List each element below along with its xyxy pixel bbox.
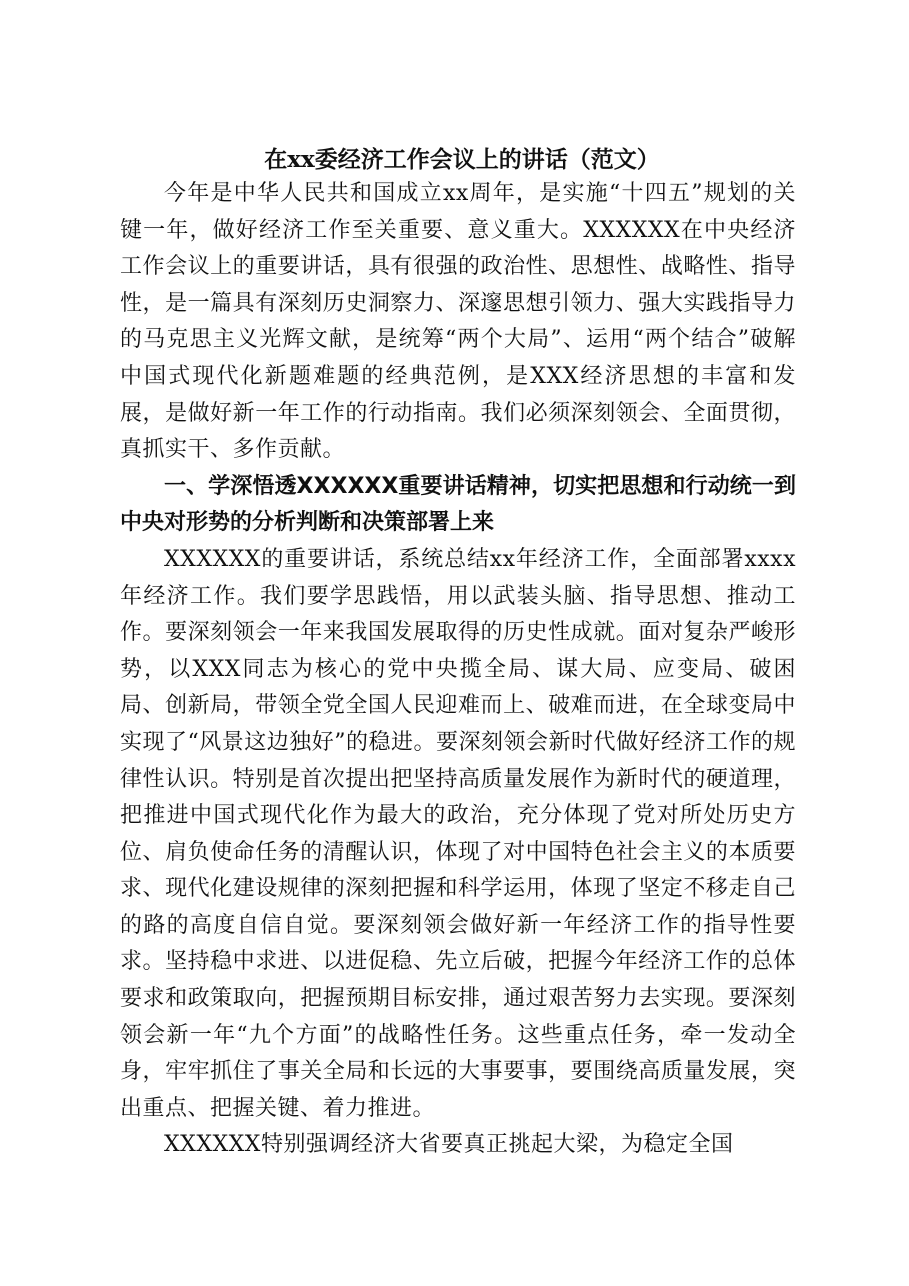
document-title: 在xx委经济工作会议上的讲话（范文） [264, 146, 660, 173]
document-page [120, 140, 796, 1164]
body-paragraph: XXXXXX的重要讲话，系统总结xx年经济工作，全面部署xxxx年经济工作。我们要学思践悟，用以武装头脑、指导思想、推动工作。要深刻领会一年来我国发展取得的历史性成就。面对复杂严峻形势，以XXX同志为核心的党中央揽全局、谋大局、应变局、破困局、创新局，带领全党全国人民迎难而上、破难而进，在全球变局中实现了“风景这边独好”的稳进。要深刻领会新时代做好经济工作的规律性认识。特别是首次提出把坚持高质量发展作为新时代的硬道理，把推进中国式现代化作为最大的政治，充分体现了党对所处历史方位、肩负使命任务的清醒认识，体现了对中国特色社会主义的本质要求、现代化建设规律的深刻把握和科学运用，体现了坚定不移走自己的路的高度自信自觉。要深刻领会做好新一年经济工作的指导性要求。坚持稳中求进、以进促稳、先立后破，把握今年经济工作的总体要求和政策取向，把握预期目标安排，通过艰苦努力去实现。要深刻领会新一年“九个方面”的战略性任务。这些重点任务，牵一发动全身，牢牢抓住了事关全局和长远的大事要事，要围绕高质量发展，突出重点、把握关键、着力推进。 [120, 546, 796, 1121]
body-paragraph-continued: XXXXXX特别强调经济大省要真正挑起大梁，为稳定全国 [164, 1132, 734, 1158]
intro-paragraph: 今年是中华人民共和国成立xx周年，是实施“十四五”规划的关键一年，做好经济工作至关重要、意义重大。XXXXXX在中央经济工作会议上的重要讲话，具有很强的政治性、思想性、战略性、指导性，是一篇具有深刻历史洞察力、深邃思想引领力、强大实践指导力的马克思主义光辉文献，是统筹“两个大局”、运用“两个结合”破解中国式现代化新题难题的经典范例，是XXX经济思想的丰富和发展，是做好新一年工作的行动指南。我们必须深刻领会、全面贯彻，真抓实干、多作贡献。 [120, 181, 796, 463]
section-heading: 一、学深悟透XXXXXX重要讲话精神，切实把思想和行动统一到中央对形势的分析判断和决策部署上来 [120, 473, 796, 536]
